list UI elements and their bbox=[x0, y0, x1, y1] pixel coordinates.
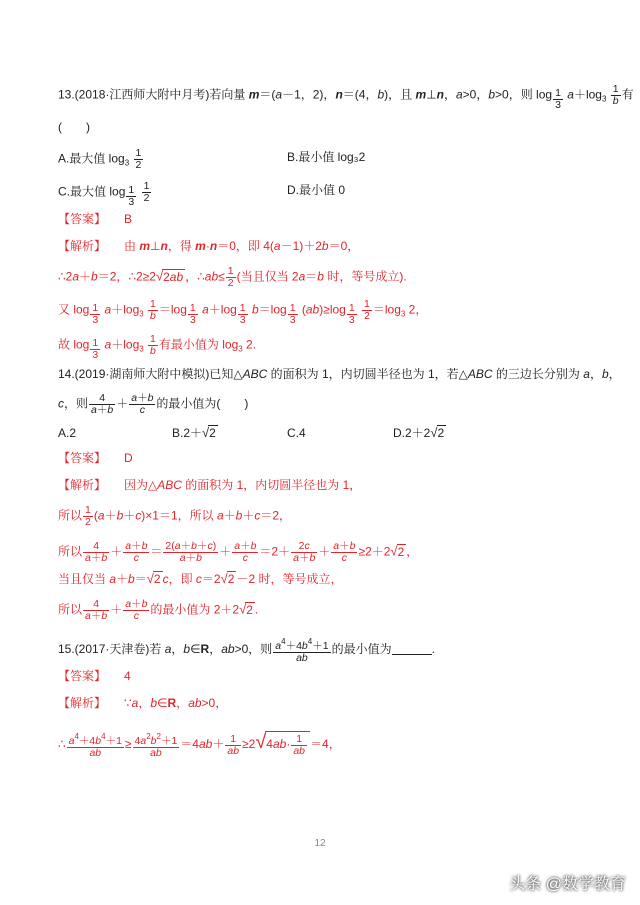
answer-label: 【答案】 bbox=[58, 669, 107, 683]
watermark: 头条 @数学教育 bbox=[509, 876, 626, 893]
q14-analysis-5: 所以 $\frac{4}{a+b}$ ＋ $\frac{a+b}{c}$ 的最小值为 2＋2√2 . bbox=[58, 598, 259, 622]
analysis-label: 【解析】 bbox=[58, 696, 107, 710]
q13-analysis-4: 故 log $_{\frac{1}{3}}$ $a+\log_3$ $\frac{1}{b}$ 有最小值为 $\log_3 2$. bbox=[58, 333, 257, 362]
q15-analysis-1: 【解析】 ∵a，b∈R，ab>0， bbox=[58, 696, 228, 710]
q14-analysis-1: 【解析】 因为△ABC 的面积为 1，内切圆半径也为 1， bbox=[58, 478, 362, 492]
q15-stem: 15.(2017·天津卷)若 a，b∈R，ab>0，则 $\frac{a^4+4b^4+1}{ab}$ 的最小值为 . bbox=[58, 637, 435, 664]
page-number: 12 bbox=[314, 838, 326, 849]
q13-stem: 13.(2018·江西师大附中月考)若向量 m＝(a－1，2)，n＝(4，b)，且 m⊥n，a>0，b>0，则 log $_{\frac{1}{3}}$ $a+\log_3$ $\frac{1}{b}$ 有 bbox=[58, 83, 634, 112]
answer-label: 【答案】 bbox=[58, 451, 107, 465]
q14-stem-1: 14.(2019·湖南师大附中模拟)已知△ABC 的面积为 1，内切圆半径也为 1，若△ABC 的三边长分别为 a，b， bbox=[58, 367, 621, 381]
q13-analysis-2: ∴2a＋b＝2，∴2≥2√2ab ，∴ab≤ $\frac{1}{2}$ (当且仅当 2a＝b 时，等号成立). bbox=[58, 265, 407, 289]
q14-stem-2: c，则 $\frac{4}{a+b}$ ＋ $\frac{a+b}{c}$ 的最小值为( ) bbox=[58, 392, 249, 416]
q14-answer: 【答案】 D bbox=[58, 451, 133, 465]
analysis-label: 【解析】 bbox=[58, 478, 107, 492]
q14-analysis-3: 所以 $\frac{4}{a+b}$ ＋ $\frac{a+b}{c}$ ＝ $\frac{2(a+b+c)}{a+b}$ ＋ $\frac{a+b}{c}$ ＝2＋ $\frac{2c}{a+b}$ ＋ $\frac{a+b}{c}$ ≥2＋2√2 ， bbox=[58, 540, 419, 564]
q13-option-b: B.最小值 log₃2 bbox=[287, 150, 366, 164]
q15-analysis-2: ∴ $\frac{a^4+4b^4+1}{ab}$ ≥ $\frac{4a^2b^2+1}{ab}$ ＝4ab＋ $\frac{1}{ab}$ ≥2√4ab· $\frac{1}{ab}$ ＝4， bbox=[58, 731, 341, 759]
q14-analysis-2: 所以 $\frac{1}{2}$ (a＋b＋c)×1＝1，所以 a＋b＋c＝2， bbox=[58, 504, 292, 528]
q13-option-a: A.最大值 $\log_3$ $\frac{1}{2}$ bbox=[58, 147, 142, 171]
q15-answer: 【答案】 4 bbox=[58, 669, 131, 683]
q14-analysis-4: 当且仅当 a＋b＝√2 c，即 c＝2√2 －2 时，等号成立， bbox=[58, 571, 343, 586]
answer-label: 【答案】 bbox=[58, 212, 107, 226]
q14-option-a: A.2 bbox=[58, 426, 77, 440]
q13-answer: 【答案】 B bbox=[58, 212, 133, 226]
q13-option-d: D.最小值 0 bbox=[287, 183, 346, 197]
q13-analysis-3: 又 log $_{\frac{1}{3}}$ $a+\log_3$ $\frac{1}{b}$ ＝log $_{\frac{1}{3}}$ a＋log $_{\frac{1}{3}}$ b＝log $_{\frac{1}{3}}$ (ab)≥log $_{\frac{1}{3}}$ $\frac{1}{2}$ $=\log_3$ 2， bbox=[58, 298, 428, 327]
q14-option-d: D.2＋2√2 bbox=[393, 425, 445, 440]
q14-option-c: C.4 bbox=[287, 426, 306, 440]
q13-analysis-1: 【解析】 由 m⊥n，得 m·n＝0，即 4(a－1)＋2b＝0， bbox=[58, 239, 360, 253]
q13-option-c: C.最大值 log $_{\frac{1}{3}}$ $\frac{1}{2}$ bbox=[58, 180, 150, 209]
answer-blank bbox=[392, 642, 432, 655]
q14-option-b: B.2＋√2 bbox=[172, 425, 216, 440]
analysis-label: 【解析】 bbox=[58, 239, 107, 253]
q13-paren: ( ) bbox=[58, 120, 90, 134]
